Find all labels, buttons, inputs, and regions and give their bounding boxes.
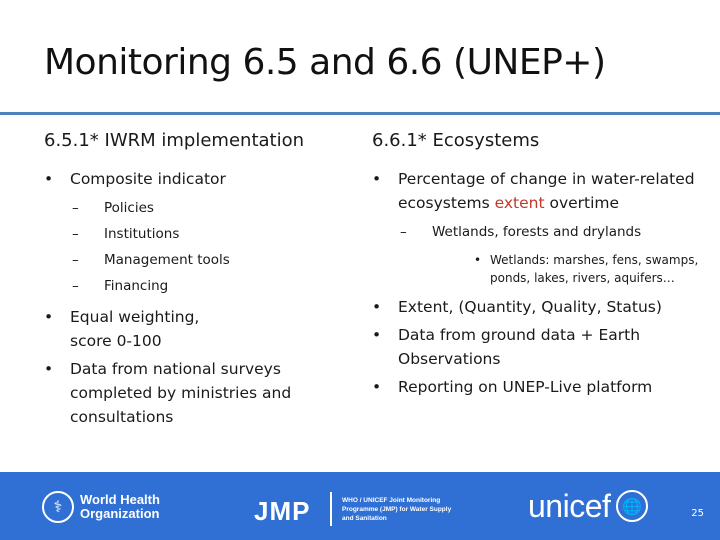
subitem-text: Policies (104, 200, 154, 216)
subitem-policies (70, 195, 354, 221)
jmp-description (342, 496, 451, 523)
subitem-text: Management tools (104, 252, 230, 268)
highlight-extent: extent (494, 194, 545, 212)
subitem-text: Financing (104, 278, 169, 294)
right-column (372, 130, 702, 399)
bullet-icon: • (372, 298, 382, 316)
bullet-percentage-change (372, 167, 702, 287)
bullet-text-line2: score 0-100 (70, 332, 162, 350)
bullet-icon: • (44, 360, 54, 378)
slide-title: Monitoring 6.5 and 6.6 (UNEP+) (44, 42, 606, 83)
unicef-emblem-icon: 🌐 (616, 490, 648, 522)
who-line1: World Health (80, 492, 160, 507)
dash-icon: – (72, 252, 79, 268)
wetland-subsubitems (398, 251, 702, 287)
bullet-extent-quantity (372, 295, 702, 319)
dash-icon: – (72, 226, 79, 242)
jmp-divider (330, 492, 332, 526)
bullet-icon: • (372, 378, 382, 396)
right-heading: 6.6.1* Ecosystems (372, 130, 540, 151)
unicef-logo (528, 490, 648, 522)
subsubitem-wetlands-types (398, 251, 702, 287)
percentage-subitems (398, 219, 702, 245)
bullet-text: Extent, (Quantity, Quality, Status) (398, 298, 662, 316)
bullet-data-national (44, 357, 354, 429)
subsubitem-text: Wetlands: marshes, fens, swamps, ponds, lakes, rivers, aquifers… (490, 253, 699, 285)
subitem-wetlands-forests (398, 219, 702, 245)
subitem-management-tools (70, 247, 354, 273)
subitem-text: Wetlands, forests and drylands (432, 224, 642, 240)
bullet-icon: • (372, 170, 382, 188)
bullet-text: Percentage of change in water-related ecosystems (398, 170, 695, 212)
bullet-text: Data from national surveys completed by ministries and consultations (70, 360, 292, 426)
left-bullets (44, 167, 354, 429)
who-logo (42, 491, 160, 523)
who-line2: Organization (80, 506, 160, 521)
composite-subitems (70, 195, 354, 299)
dash-icon: – (72, 278, 79, 294)
subitem-text: Institutions (104, 226, 180, 242)
bullet-text-line1: Equal weighting, (70, 308, 200, 326)
dash-icon: – (400, 224, 407, 240)
who-emblem-icon: ⚕ (42, 491, 74, 523)
subitem-financing (70, 273, 354, 299)
left-heading: 6.5.1* IWRM implementation (44, 130, 305, 151)
bullet-unep-live (372, 375, 702, 399)
bullet-icon: • (474, 253, 482, 267)
who-wordmark (80, 493, 160, 521)
bullet-equal-weighting (44, 305, 354, 353)
page-number: 25 (691, 508, 704, 519)
bullet-text: Composite indicator (70, 170, 226, 188)
footer-band (0, 472, 720, 540)
jmp-desc-line2: Programme (JMP) for Water Supply (342, 506, 452, 513)
bullet-text-tail: overtime (544, 194, 620, 212)
bullet-icon: • (372, 326, 382, 344)
unicef-wordmark: unicef (528, 488, 611, 524)
jmp-logo: JMP (254, 496, 311, 526)
left-column (44, 130, 354, 429)
bullet-text: Reporting on UNEP-Live platform (398, 378, 653, 396)
dash-icon: – (72, 200, 79, 216)
bullet-ground-data (372, 323, 702, 371)
bullet-icon: • (44, 308, 54, 326)
bullet-text: Data from ground data + Earth Observations (398, 326, 641, 368)
title-divider (0, 112, 720, 115)
bullet-icon: • (44, 170, 54, 188)
bullet-composite-indicator (44, 167, 354, 299)
right-bullets (372, 167, 702, 399)
subitem-institutions (70, 221, 354, 247)
jmp-desc-line3: and Sanitation (342, 515, 387, 522)
jmp-desc-line1: WHO / UNICEF Joint Monitoring (342, 497, 441, 504)
